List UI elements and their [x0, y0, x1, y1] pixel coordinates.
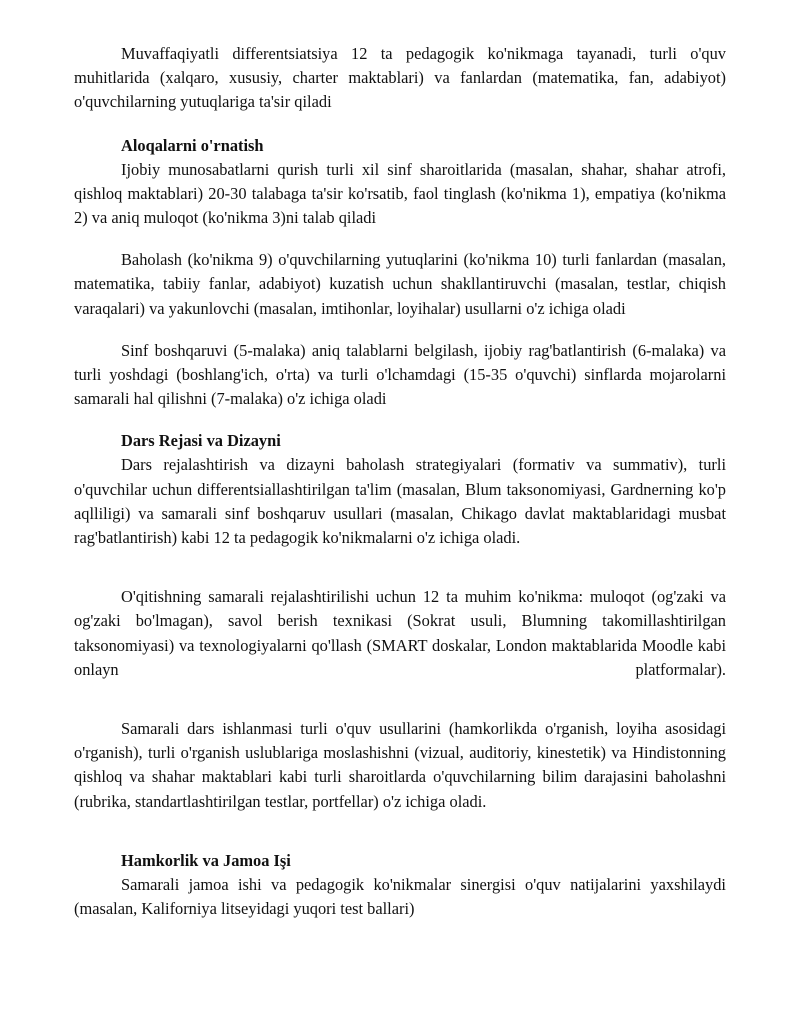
document-page [74, 0, 726, 921]
aloqalar-paragraph-1: Ijobiy munosabatlarni qurish turli xil sinf sharoitlarida (masalan, shahar, shahar atrofi, qishloq maktablari) 20-30 talabaga ta'sir ko'rsatib, faol tinglash (ko'nikma 1), empatiya (ko'nikma 2) va aniq muloqot (ko'nikma 3)ni talab qiladi [74, 159, 726, 228]
aloqalar-paragraph-2: Baholash (ko'nikma 9) o'quvchilarning yutuqlarini (ko'nikma 10) turli fanlardan (masalan, matematika, tabiiy fanlar, adabiyot) kuzatish uchun shakllantiruvchi (masalan, testlar, chiqish varaqalari) va yakunlovchi (masalan, imtihonlar, loyihalar) usullarni o'z ichiga oladi [74, 250, 726, 318]
hamkorlik-paragraph-1: Samarali jamoa ishi va pedagogik ko'nikmalar sinergisi o'quv natijalarini yaxshilaydi (masalan, Kaliforniya litseyidagi yuqori test ballari) [74, 874, 726, 919]
dars-paragraph-1: Dars rejalashtirish va dizayni baholash strategiyalari (formativ va summativ), turli o'quvchilar uchun differentsiallashtirilgan ta'lim (masalan, Blum taksonomiyasi, Gardnerning ko'p aqlliligi) va samarali sinf boshqaruv usullari (masalan, Chikago davlat maktablaridagi musbat rag'batlantirish) kabi 12 ta pedagogik ko'nikmalarni o'z ichiga oladi. [74, 455, 726, 548]
heading-hamkorlik: Hamkorlik va Jamoa Işi [121, 850, 291, 870]
dars-paragraph-2: O'qitishning samarali rejalashtirilishi uchun 12 ta muhim ko'nikma: muloqot (og'zaki va og'zaki bo'lmagan), savol berish texnikasi (Sokrat usuli, Blumning takomillashtirilgan taksonomiyasi) va texnologiyalarni qo'llash (SMART doskalar, London maktablarida Moodle kabi onlayn platformalar). [74, 587, 726, 679]
aloqalar-paragraph-3: Sinf boshqaruvi (5-malaka) aniq talablarni belgilash, ijobiy rag'batlantirish (6-malaka) va turli yoshdagi (boshlang'ich, o'rta) va turli o'lchamdagi (15-35 o'quvchi) sinflarda mojarolarni samarali hal qilishni (7-malaka) o'z ichiga oladi [74, 340, 726, 409]
heading-dars: Dars Rejasi va Dizayni [121, 431, 281, 451]
intro-paragraph: Muvaffaqiyatli differentsiatsiya 12 ta pedagogik ko'nikmaga tayanadi, turli o'quv muhitlarida (xalqaro, xususiy, charter maktablari) va fanlardan (matematika, fan, adabiyot) o'quvchilarning yutuqlariga ta'sir qiladi [74, 44, 726, 112]
heading-aloqalar: Aloqalarni o'rnatish [121, 135, 264, 155]
dars-paragraph-3: Samarali dars ishlanmasi turli o'quv usullarini (hamkorlikda o'rganish, loyiha asosidagi o'rganish), turli o'rganish uslublariga moslashishni (vizual, auditoriy, kinestetik) va Hindistonning qishloq va shahar maktablari kabi turli sharoitlarda o'quvchilarning bilim darajasini baholashni (rubrika, standartlashtirilgan testlar, portfellar) o'z ichiga oladi. [74, 719, 726, 811]
